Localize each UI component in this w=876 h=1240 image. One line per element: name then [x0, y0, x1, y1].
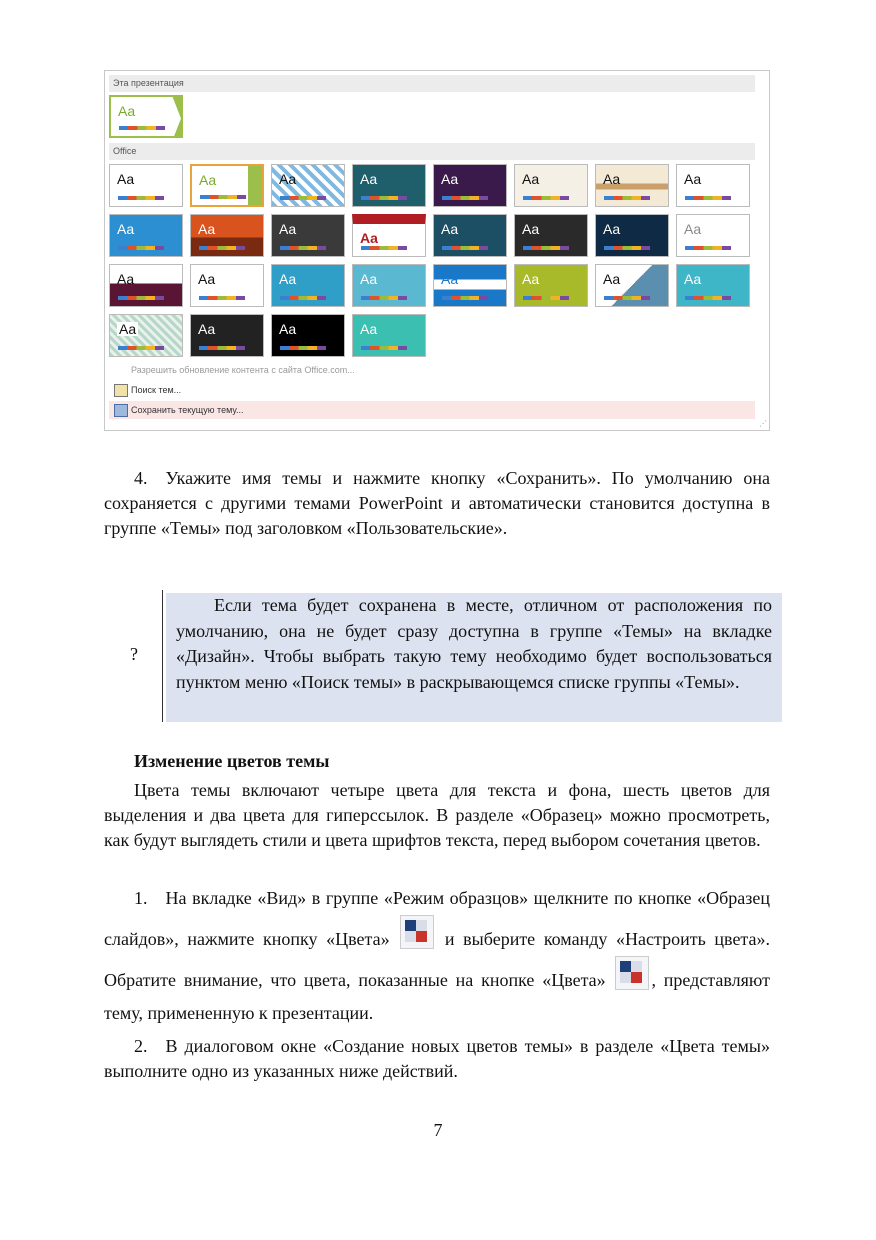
- section-office: Office: [109, 143, 755, 160]
- note-divider: [162, 590, 163, 722]
- theme-thumb[interactable]: Aa: [271, 214, 345, 257]
- theme-thumb[interactable]: Aa: [271, 264, 345, 307]
- theme-thumb[interactable]: Aa: [271, 314, 345, 357]
- theme-thumb[interactable]: Aa: [190, 214, 264, 257]
- theme-thumb[interactable]: Aa: [352, 314, 426, 357]
- step-1-text-c: , представляют тему, примененную к презентации.: [104, 970, 770, 1023]
- section-this-presentation: Эта презентация: [109, 75, 755, 92]
- theme-thumb[interactable]: Aa: [109, 314, 183, 357]
- intro-paragraph: Цвета темы включают четыре цвета для текста и фона, шесть цветов для выделения и два цвета для гиперссылок. В разделе «Образец» можно просмотреть, как будут выглядеть стили и цвета шрифтов текста, перед выбором сочетания цветов.: [104, 780, 770, 850]
- section-heading: Изменение цветов темы: [134, 751, 330, 771]
- theme-thumb[interactable]: Aa: [514, 264, 588, 307]
- menu-enable-office-updates: Разрешить обновление контента с сайта Office.com...: [131, 365, 355, 375]
- folder-search-icon: [114, 384, 128, 397]
- resize-grip-icon[interactable]: ⋰: [759, 419, 767, 428]
- step-2-paragraph: 2. В диалоговом окне «Создание новых цветов темы» в разделе «Цвета темы» выполните одно из указанных ниже действий.: [104, 1036, 770, 1081]
- theme-colors-icon: [400, 915, 434, 949]
- theme-thumb[interactable]: Aa: [676, 214, 750, 257]
- note-block: [104, 590, 782, 722]
- step-1-text-a: 1. На вкладке «Вид» в группе «Режим образцов» щелкните по кнопке «Образец слайдов», нажмите кнопку «Цвета»: [104, 888, 770, 949]
- theme-thumb[interactable]: Aa: [676, 264, 750, 307]
- theme-thumb-current[interactable]: Aa: [109, 95, 183, 138]
- theme-thumb[interactable]: Aa: [595, 214, 669, 257]
- theme-thumb[interactable]: Aa: [109, 214, 183, 257]
- page-number: 7: [433, 1120, 443, 1140]
- theme-thumb[interactable]: Aa: [433, 264, 507, 307]
- theme-thumb[interactable]: Aa: [109, 264, 183, 307]
- theme-thumb[interactable]: Aa: [190, 264, 264, 307]
- theme-thumb[interactable]: Aa: [433, 164, 507, 207]
- save-icon: [114, 404, 128, 417]
- theme-thumb[interactable]: Aa: [595, 264, 669, 307]
- theme-thumb[interactable]: Aa: [433, 214, 507, 257]
- theme-thumb[interactable]: Aa: [352, 214, 426, 257]
- step-1-paragraph: [104, 882, 770, 1030]
- theme-thumb[interactable]: Aa: [514, 214, 588, 257]
- theme-thumb[interactable]: Aa: [595, 164, 669, 207]
- theme-thumb[interactable]: Aa: [271, 164, 345, 207]
- menu-search-themes[interactable]: [109, 381, 755, 399]
- theme-gallery-screenshot: [104, 70, 770, 431]
- step-4-paragraph: 4. Укажите имя темы и нажмите кнопку «Сохранить». По умолчанию она сохраняется с другими темами PowerPoint и автоматически становится доступна в группе «Темы» под заголовком «Пользовательские».: [104, 468, 770, 538]
- theme-thumb[interactable]: Aa: [514, 164, 588, 207]
- theme-thumb[interactable]: Aa: [352, 264, 426, 307]
- menu-save-current-theme[interactable]: [109, 401, 755, 419]
- note-text: Если тема будет сохранена в месте, отличном от расположения по умолчанию, она не будет сразу доступна в группе «Темы» на вкладке «Дизайн». Чтобы выбрать такую тему необходимо будет воспользоваться пунктом меню «Поиск темы» в раскрывающемся списке группы «Темы».: [166, 593, 782, 722]
- theme-thumb[interactable]: Aa: [352, 164, 426, 207]
- theme-thumb[interactable]: Aa: [190, 164, 264, 207]
- theme-thumb[interactable]: Aa: [676, 164, 750, 207]
- theme-thumb[interactable]: Aa: [190, 314, 264, 357]
- theme-colors-icon: [615, 956, 649, 990]
- theme-thumb[interactable]: Aa: [109, 164, 183, 207]
- step-1-text-b: и выберите команду «Настроить цвета». Обратите внимание, что цвета, показанные на кнопке «Цвета»: [104, 929, 771, 990]
- menu-save-label: Сохранить текущую тему...: [131, 405, 244, 415]
- note-marker: ?: [130, 644, 138, 664]
- menu-search-label: Поиск тем...: [131, 385, 182, 395]
